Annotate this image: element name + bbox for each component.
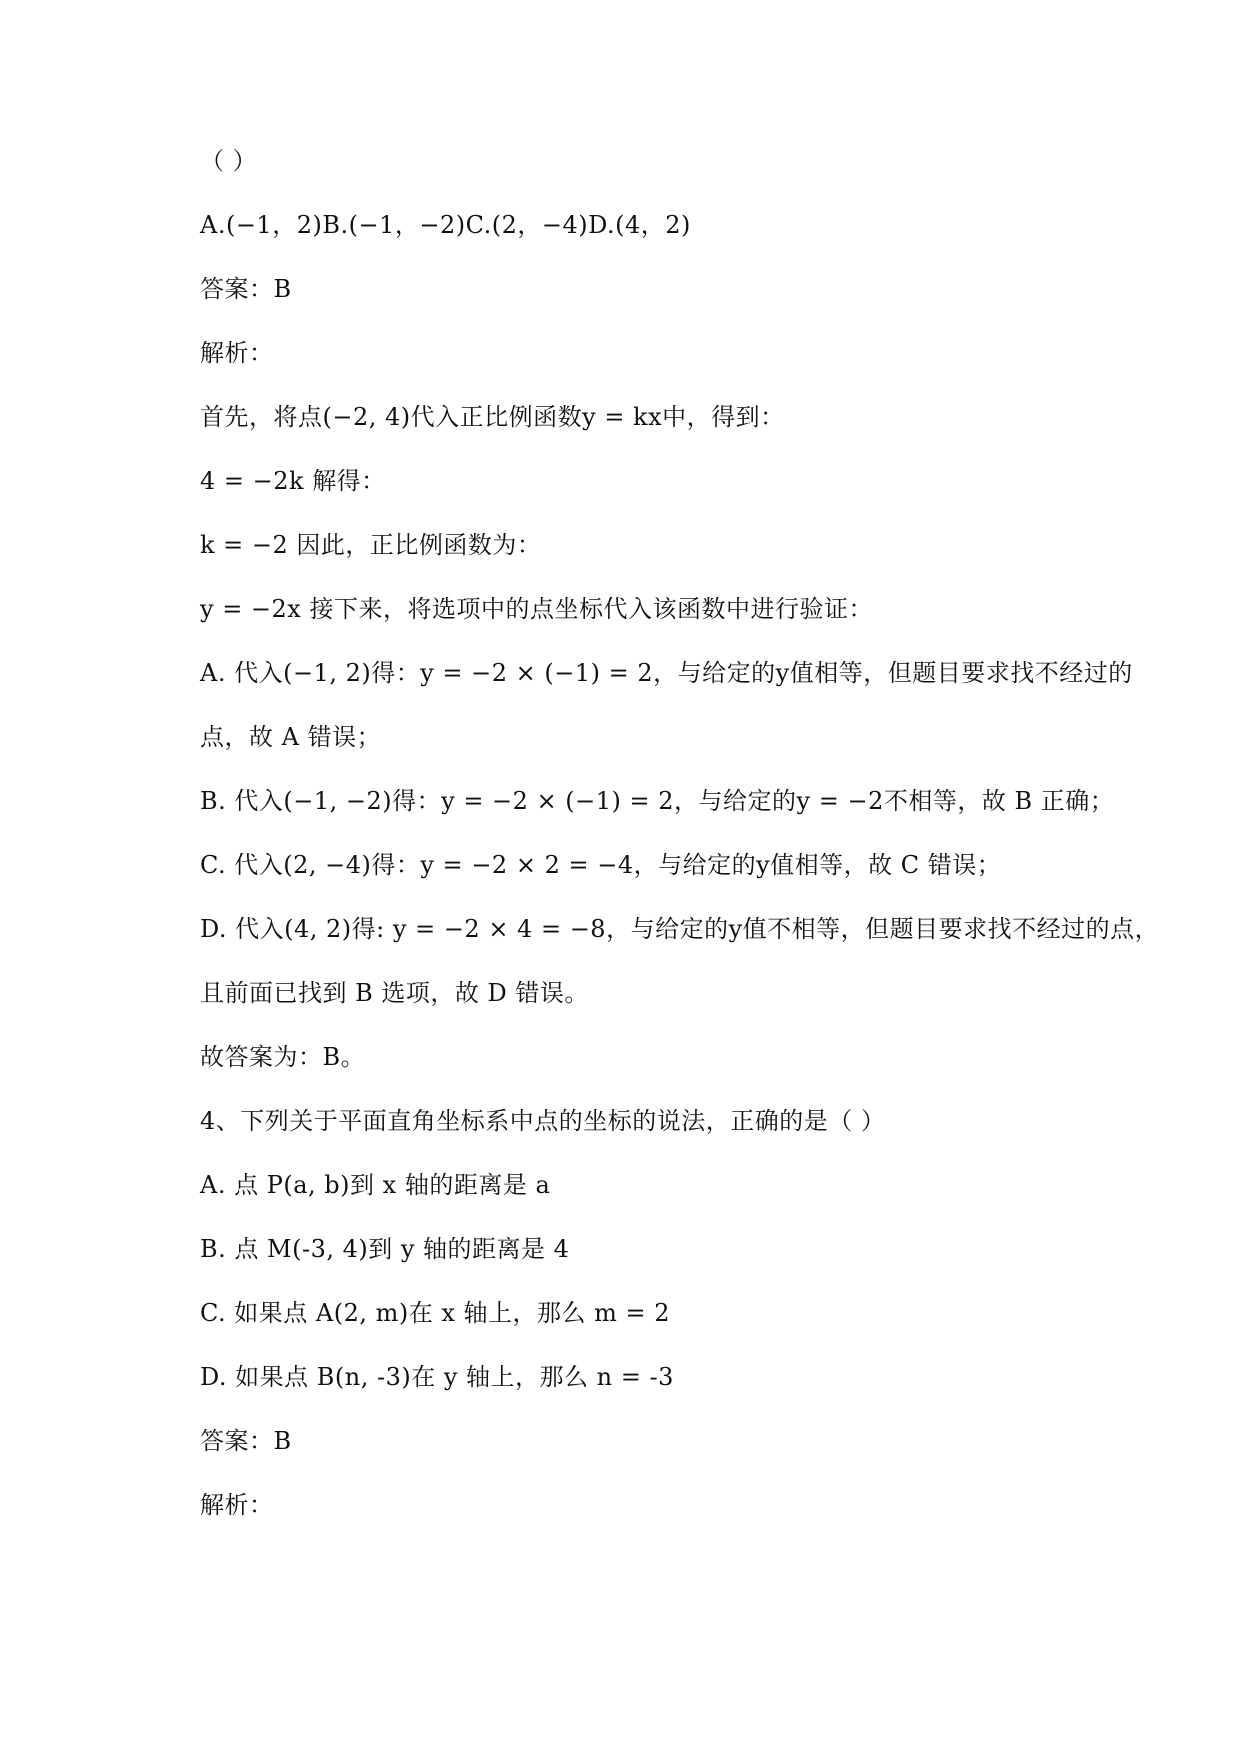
answer-line: 答案：B — [200, 275, 292, 303]
analysis-step-substitute-point: 首先，将点(−2, 4)代入正比例函数y = kx中，得到： — [200, 403, 785, 431]
question-options-line: A.(−1，2)B.(−1，−2)C.(2，−4)D.(4，2) — [200, 211, 691, 239]
analysis-option-a-line2: 点，故 A 错误； — [200, 723, 382, 751]
analysis-option-d-line2: 且前面已找到 B 选项，故 D 错误。 — [200, 979, 589, 1007]
question-blank-parentheses: （ ） — [200, 147, 258, 175]
analysis-equation-4: 4 = −2k 解得： — [200, 467, 386, 495]
analysis-k-value: k = −2 因此，正比例函数为： — [200, 531, 542, 559]
question-4-option-c: C. 如果点 A(2, m)在 x 轴上，那么 m = 2 — [200, 1299, 671, 1327]
question-4-answer: 答案：B — [200, 1427, 292, 1455]
analysis-function-and-verify: y = −2x 接下来，将选项中的点坐标代入该函数中进行验证： — [200, 595, 873, 623]
analysis-heading: 解析： — [200, 339, 274, 367]
analysis-option-b: B. 代入(−1, −2)得：y = −2 × (−1) = 2，与给定的y = −2不相等，故 B 正确； — [200, 787, 1115, 815]
question-4-option-a: A. 点 P(a, b)到 x 轴的距离是 a — [200, 1171, 551, 1199]
document-content — [200, 145, 1160, 1553]
question-4-stem: 4、下列关于平面直角坐标系中点的坐标的说法，正确的是（ ） — [200, 1107, 886, 1135]
analysis-option-a-line1: A. 代入(−1, 2)得：y = −2 × (−1) = 2，与给定的y值相等，但题目要求找不经过的 — [200, 659, 1133, 687]
question-4-option-d: D. 如果点 B(n, -3)在 y 轴上，那么 n = -3 — [200, 1363, 674, 1391]
analysis-option-c: C. 代入(2, −4)得：y = −2 × 2 = −4，与给定的y值相等，故 C 错误； — [200, 851, 1002, 879]
analysis-option-d-line1: D. 代入(4, 2)得: y = −2 × 4 = −8，与给定的y值不相等，但题目要求找不经过的点， — [200, 915, 1160, 943]
final-answer-line: 故答案为：B。 — [200, 1043, 366, 1071]
question-4-analysis-heading: 解析： — [200, 1491, 274, 1519]
question-4-option-b: B. 点 M(-3, 4)到 y 轴的距离是 4 — [200, 1235, 570, 1263]
